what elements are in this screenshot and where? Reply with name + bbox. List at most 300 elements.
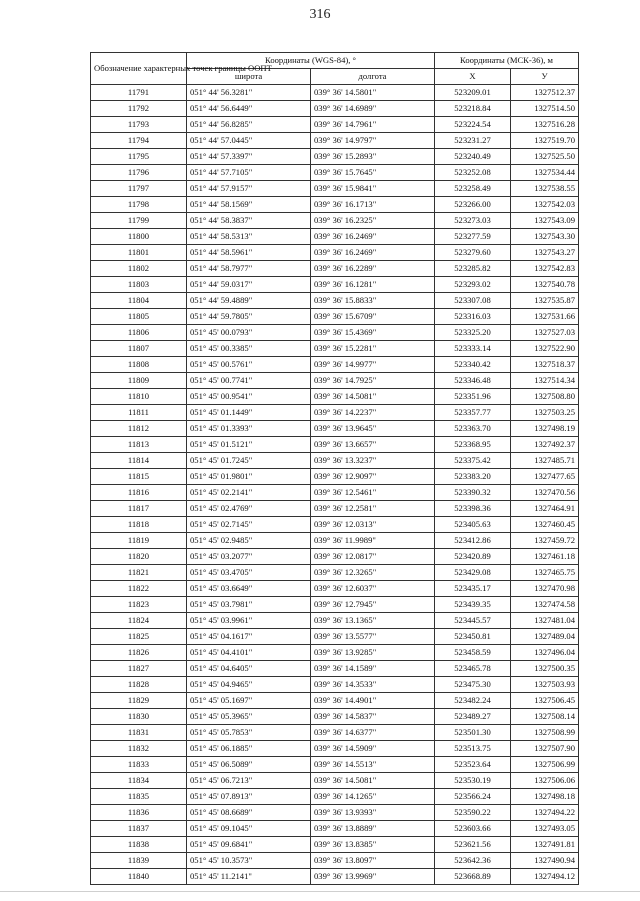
cell-x-coordinate: 523363.70	[435, 421, 511, 437]
cell-y-coordinate: 1327542.83	[511, 261, 579, 277]
cell-latitude: 051° 45' 05.1697"	[187, 693, 311, 709]
cell-y-coordinate: 1327477.65	[511, 469, 579, 485]
cell-latitude: 051° 45' 03.7981"	[187, 597, 311, 613]
table-row	[91, 485, 579, 501]
cell-point-id: 11793	[91, 117, 187, 133]
page-bottom-rule	[0, 891, 640, 892]
cell-x-coordinate: 523398.36	[435, 501, 511, 517]
cell-point-id: 11821	[91, 565, 187, 581]
cell-latitude: 051° 45' 06.7213"	[187, 773, 311, 789]
cell-point-id: 11839	[91, 853, 187, 869]
cell-longitude: 039° 36' 15.8833"	[311, 293, 435, 309]
table-row	[91, 293, 579, 309]
cell-latitude: 051° 45' 04.6405"	[187, 661, 311, 677]
cell-point-id: 11796	[91, 165, 187, 181]
cell-x-coordinate: 523218.84	[435, 101, 511, 117]
cell-y-coordinate: 1327514.50	[511, 101, 579, 117]
table-row	[91, 101, 579, 117]
cell-longitude: 039° 36' 13.8385"	[311, 837, 435, 853]
cell-y-coordinate: 1327535.87	[511, 293, 579, 309]
cell-point-id: 11831	[91, 725, 187, 741]
cell-longitude: 039° 36' 14.5081"	[311, 389, 435, 405]
cell-point-id: 11792	[91, 101, 187, 117]
cell-x-coordinate: 523465.78	[435, 661, 511, 677]
cell-y-coordinate: 1327508.14	[511, 709, 579, 725]
table-row	[91, 677, 579, 693]
table-row	[91, 229, 579, 245]
cell-y-coordinate: 1327474.58	[511, 597, 579, 613]
table-row	[91, 453, 579, 469]
cell-y-coordinate: 1327508.80	[511, 389, 579, 405]
cell-x-coordinate: 523368.95	[435, 437, 511, 453]
cell-y-coordinate: 1327465.75	[511, 565, 579, 581]
cell-latitude: 051° 44' 59.7805"	[187, 309, 311, 325]
cell-point-id: 11829	[91, 693, 187, 709]
cell-latitude: 051° 45' 02.2141"	[187, 485, 311, 501]
cell-latitude: 051° 45' 09.6841"	[187, 837, 311, 853]
table-row	[91, 869, 579, 885]
cell-longitude: 039° 36' 13.5577"	[311, 629, 435, 645]
cell-x-coordinate: 523351.96	[435, 389, 511, 405]
cell-y-coordinate: 1327470.56	[511, 485, 579, 501]
cell-point-id: 11837	[91, 821, 187, 837]
cell-longitude: 039° 36' 16.1281"	[311, 277, 435, 293]
cell-point-id: 11807	[91, 341, 187, 357]
cell-point-id: 11794	[91, 133, 187, 149]
cell-y-coordinate: 1327493.05	[511, 821, 579, 837]
cell-point-id: 11815	[91, 469, 187, 485]
cell-point-id: 11805	[91, 309, 187, 325]
cell-x-coordinate: 523293.02	[435, 277, 511, 293]
table-row	[91, 501, 579, 517]
table-row	[91, 277, 579, 293]
table-body	[91, 85, 579, 885]
header-msk36: Координаты (МСК-36), м	[435, 53, 579, 69]
cell-latitude: 051° 45' 05.3965"	[187, 709, 311, 725]
cell-point-id: 11836	[91, 805, 187, 821]
cell-latitude: 051° 45' 10.3573"	[187, 853, 311, 869]
table-row	[91, 133, 579, 149]
cell-point-id: 11798	[91, 197, 187, 213]
cell-longitude: 039° 36' 12.3265"	[311, 565, 435, 581]
cell-longitude: 039° 36' 14.5909"	[311, 741, 435, 757]
cell-y-coordinate: 1327542.03	[511, 197, 579, 213]
cell-point-id: 11819	[91, 533, 187, 549]
cell-x-coordinate: 523668.89	[435, 869, 511, 885]
cell-y-coordinate: 1327506.06	[511, 773, 579, 789]
cell-y-coordinate: 1327534.44	[511, 165, 579, 181]
cell-y-coordinate: 1327525.50	[511, 149, 579, 165]
cell-point-id: 11826	[91, 645, 187, 661]
cell-point-id: 11801	[91, 245, 187, 261]
table-row	[91, 357, 579, 373]
cell-longitude: 039° 36' 14.6377"	[311, 725, 435, 741]
cell-y-coordinate: 1327522.90	[511, 341, 579, 357]
cell-longitude: 039° 36' 13.9393"	[311, 805, 435, 821]
cell-latitude: 051° 45' 04.9465"	[187, 677, 311, 693]
cell-x-coordinate: 523279.60	[435, 245, 511, 261]
cell-latitude: 051° 44' 58.3837"	[187, 213, 311, 229]
cell-latitude: 051° 45' 02.7145"	[187, 517, 311, 533]
table-row	[91, 261, 579, 277]
table-row	[91, 469, 579, 485]
cell-longitude: 039° 36' 13.9969"	[311, 869, 435, 885]
table-row	[91, 725, 579, 741]
cell-longitude: 039° 36' 15.2281"	[311, 341, 435, 357]
cell-latitude: 051° 44' 57.7105"	[187, 165, 311, 181]
cell-longitude: 039° 36' 14.2237"	[311, 405, 435, 421]
cell-longitude: 039° 36' 14.9977"	[311, 357, 435, 373]
cell-latitude: 051° 45' 03.2077"	[187, 549, 311, 565]
cell-y-coordinate: 1327538.55	[511, 181, 579, 197]
cell-latitude: 051° 45' 01.9801"	[187, 469, 311, 485]
cell-latitude: 051° 45' 00.9541"	[187, 389, 311, 405]
table-row	[91, 517, 579, 533]
table-row	[91, 437, 579, 453]
cell-latitude: 051° 45' 03.9961"	[187, 613, 311, 629]
cell-y-coordinate: 1327503.25	[511, 405, 579, 421]
table-row	[91, 709, 579, 725]
cell-y-coordinate: 1327460.45	[511, 517, 579, 533]
cell-y-coordinate: 1327540.78	[511, 277, 579, 293]
cell-y-coordinate: 1327518.37	[511, 357, 579, 373]
cell-y-coordinate: 1327506.99	[511, 757, 579, 773]
header-x: X	[435, 69, 511, 85]
cell-latitude: 051° 45' 04.1617"	[187, 629, 311, 645]
table-row	[91, 581, 579, 597]
table-row	[91, 853, 579, 869]
table-row	[91, 325, 579, 341]
cell-y-coordinate: 1327464.91	[511, 501, 579, 517]
cell-point-id: 11802	[91, 261, 187, 277]
cell-x-coordinate: 523450.81	[435, 629, 511, 645]
header-latitude: широта	[187, 69, 311, 85]
cell-latitude: 051° 45' 07.8913"	[187, 789, 311, 805]
cell-longitude: 039° 36' 15.7645"	[311, 165, 435, 181]
cell-x-coordinate: 523513.75	[435, 741, 511, 757]
cell-x-coordinate: 523458.59	[435, 645, 511, 661]
cell-longitude: 039° 36' 15.4369"	[311, 325, 435, 341]
cell-x-coordinate: 523530.19	[435, 773, 511, 789]
cell-y-coordinate: 1327500.35	[511, 661, 579, 677]
cell-latitude: 051° 44' 59.4889"	[187, 293, 311, 309]
table-row	[91, 773, 579, 789]
cell-x-coordinate: 523266.00	[435, 197, 511, 213]
cell-latitude: 051° 44' 58.1569"	[187, 197, 311, 213]
table-row	[91, 693, 579, 709]
cell-latitude: 051° 45' 01.7245"	[187, 453, 311, 469]
cell-longitude: 039° 36' 14.6989"	[311, 101, 435, 117]
cell-longitude: 039° 36' 12.6037"	[311, 581, 435, 597]
cell-point-id: 11827	[91, 661, 187, 677]
cell-latitude: 051° 45' 03.4705"	[187, 565, 311, 581]
table-row	[91, 821, 579, 837]
cell-point-id: 11806	[91, 325, 187, 341]
cell-y-coordinate: 1327494.22	[511, 805, 579, 821]
cell-point-id: 11803	[91, 277, 187, 293]
cell-y-coordinate: 1327514.34	[511, 373, 579, 389]
table-row	[91, 165, 579, 181]
table-row	[91, 213, 579, 229]
table-row	[91, 597, 579, 613]
header-longitude: долгота	[311, 69, 435, 85]
cell-longitude: 039° 36' 14.9797"	[311, 133, 435, 149]
cell-longitude: 039° 36' 14.4901"	[311, 693, 435, 709]
table-row	[91, 837, 579, 853]
cell-longitude: 039° 36' 13.8889"	[311, 821, 435, 837]
table-row	[91, 789, 579, 805]
cell-y-coordinate: 1327459.72	[511, 533, 579, 549]
cell-latitude: 051° 45' 08.6689"	[187, 805, 311, 821]
cell-longitude: 039° 36' 12.2581"	[311, 501, 435, 517]
cell-x-coordinate: 523333.14	[435, 341, 511, 357]
cell-point-id: 11830	[91, 709, 187, 725]
cell-latitude: 051° 44' 57.0445"	[187, 133, 311, 149]
cell-point-id: 11791	[91, 85, 187, 101]
table-row	[91, 629, 579, 645]
table-row	[91, 533, 579, 549]
table-row	[91, 197, 579, 213]
cell-x-coordinate: 523501.30	[435, 725, 511, 741]
cell-longitude: 039° 36' 12.9097"	[311, 469, 435, 485]
cell-x-coordinate: 523346.48	[435, 373, 511, 389]
cell-x-coordinate: 523357.77	[435, 405, 511, 421]
cell-point-id: 11804	[91, 293, 187, 309]
header-wgs84: Координаты (WGS-84), °	[187, 53, 435, 69]
cell-point-id: 11828	[91, 677, 187, 693]
cell-x-coordinate: 523307.08	[435, 293, 511, 309]
cell-longitude: 039° 36' 16.2469"	[311, 245, 435, 261]
cell-y-coordinate: 1327496.04	[511, 645, 579, 661]
cell-longitude: 039° 36' 14.3533"	[311, 677, 435, 693]
table-row	[91, 149, 579, 165]
cell-x-coordinate: 523435.17	[435, 581, 511, 597]
cell-longitude: 039° 36' 13.3237"	[311, 453, 435, 469]
cell-x-coordinate: 523375.42	[435, 453, 511, 469]
cell-x-coordinate: 523316.03	[435, 309, 511, 325]
cell-y-coordinate: 1327508.99	[511, 725, 579, 741]
cell-latitude: 051° 44' 58.5961"	[187, 245, 311, 261]
cell-point-id: 11814	[91, 453, 187, 469]
cell-x-coordinate: 523420.89	[435, 549, 511, 565]
cell-y-coordinate: 1327481.04	[511, 613, 579, 629]
cell-x-coordinate: 523429.08	[435, 565, 511, 581]
cell-point-id: 11810	[91, 389, 187, 405]
cell-point-id: 11809	[91, 373, 187, 389]
cell-latitude: 051° 45' 01.1449"	[187, 405, 311, 421]
cell-x-coordinate: 523405.63	[435, 517, 511, 533]
cell-latitude: 051° 45' 03.6649"	[187, 581, 311, 597]
cell-y-coordinate: 1327489.04	[511, 629, 579, 645]
cell-x-coordinate: 523383.20	[435, 469, 511, 485]
cell-latitude: 051° 45' 00.7741"	[187, 373, 311, 389]
cell-x-coordinate: 523482.24	[435, 693, 511, 709]
cell-longitude: 039° 36' 14.5081"	[311, 773, 435, 789]
cell-longitude: 039° 36' 13.8097"	[311, 853, 435, 869]
table-row	[91, 645, 579, 661]
cell-point-id: 11818	[91, 517, 187, 533]
table-row	[91, 421, 579, 437]
cell-y-coordinate: 1327543.30	[511, 229, 579, 245]
cell-latitude: 051° 44' 58.7977"	[187, 261, 311, 277]
table-row	[91, 373, 579, 389]
cell-x-coordinate: 523523.64	[435, 757, 511, 773]
cell-point-id: 11834	[91, 773, 187, 789]
header-point-label: Обозначение характерных точек границы ООПТ	[91, 53, 187, 85]
cell-longitude: 039° 36' 12.5461"	[311, 485, 435, 501]
cell-point-id: 11840	[91, 869, 187, 885]
cell-point-id: 11799	[91, 213, 187, 229]
cell-longitude: 039° 36' 14.5837"	[311, 709, 435, 725]
cell-latitude: 051° 45' 09.1045"	[187, 821, 311, 837]
cell-x-coordinate: 523240.49	[435, 149, 511, 165]
cell-longitude: 039° 36' 13.9645"	[311, 421, 435, 437]
cell-longitude: 039° 36' 13.9285"	[311, 645, 435, 661]
cell-longitude: 039° 36' 16.2325"	[311, 213, 435, 229]
cell-longitude: 039° 36' 14.5801"	[311, 85, 435, 101]
table-row	[91, 309, 579, 325]
cell-y-coordinate: 1327485.71	[511, 453, 579, 469]
cell-x-coordinate: 523445.57	[435, 613, 511, 629]
cell-y-coordinate: 1327543.09	[511, 213, 579, 229]
page-number: 316	[309, 7, 331, 22]
table-row	[91, 181, 579, 197]
cell-longitude: 039° 36' 16.2469"	[311, 229, 435, 245]
cell-y-coordinate: 1327498.18	[511, 789, 579, 805]
cell-y-coordinate: 1327494.12	[511, 869, 579, 885]
cell-point-id: 11816	[91, 485, 187, 501]
cell-longitude: 039° 36' 14.1265"	[311, 789, 435, 805]
cell-longitude: 039° 36' 14.5513"	[311, 757, 435, 773]
table-row	[91, 741, 579, 757]
cell-x-coordinate: 523209.01	[435, 85, 511, 101]
cell-latitude: 051° 45' 05.7853"	[187, 725, 311, 741]
cell-latitude: 051° 44' 57.9157"	[187, 181, 311, 197]
cell-point-id: 11811	[91, 405, 187, 421]
cell-longitude: 039° 36' 12.0313"	[311, 517, 435, 533]
cell-x-coordinate: 523231.27	[435, 133, 511, 149]
cell-latitude: 051° 44' 58.5313"	[187, 229, 311, 245]
header-y: У	[511, 69, 579, 85]
cell-point-id: 11822	[91, 581, 187, 597]
cell-longitude: 039° 36' 12.0817"	[311, 549, 435, 565]
cell-point-id: 11800	[91, 229, 187, 245]
cell-x-coordinate: 523489.27	[435, 709, 511, 725]
cell-longitude: 039° 36' 15.2893"	[311, 149, 435, 165]
cell-x-coordinate: 523340.42	[435, 357, 511, 373]
coordinates-table	[90, 52, 579, 885]
cell-point-id: 11817	[91, 501, 187, 517]
cell-y-coordinate: 1327470.98	[511, 581, 579, 597]
cell-latitude: 051° 45' 00.5761"	[187, 357, 311, 373]
cell-latitude: 051° 45' 01.3393"	[187, 421, 311, 437]
table-row	[91, 549, 579, 565]
table-row	[91, 405, 579, 421]
cell-x-coordinate: 523390.32	[435, 485, 511, 501]
cell-x-coordinate: 523590.22	[435, 805, 511, 821]
table-row	[91, 613, 579, 629]
cell-longitude: 039° 36' 15.9841"	[311, 181, 435, 197]
cell-latitude: 051° 44' 56.6449"	[187, 101, 311, 117]
table-row	[91, 661, 579, 677]
cell-point-id: 11813	[91, 437, 187, 453]
table-row	[91, 341, 579, 357]
cell-x-coordinate: 523252.08	[435, 165, 511, 181]
cell-x-coordinate: 523475.30	[435, 677, 511, 693]
table-row	[91, 245, 579, 261]
cell-longitude: 039° 36' 16.1713"	[311, 197, 435, 213]
cell-point-id: 11797	[91, 181, 187, 197]
cell-y-coordinate: 1327512.37	[511, 85, 579, 101]
cell-x-coordinate: 523642.36	[435, 853, 511, 869]
cell-point-id: 11808	[91, 357, 187, 373]
cell-point-id: 11824	[91, 613, 187, 629]
cell-longitude: 039° 36' 15.6709"	[311, 309, 435, 325]
cell-x-coordinate: 523621.56	[435, 837, 511, 853]
cell-latitude: 051° 44' 57.3397"	[187, 149, 311, 165]
cell-point-id: 11835	[91, 789, 187, 805]
cell-y-coordinate: 1327490.94	[511, 853, 579, 869]
cell-x-coordinate: 523273.03	[435, 213, 511, 229]
cell-y-coordinate: 1327506.45	[511, 693, 579, 709]
cell-latitude: 051° 45' 00.0793"	[187, 325, 311, 341]
cell-longitude: 039° 36' 14.1589"	[311, 661, 435, 677]
cell-latitude: 051° 45' 06.1885"	[187, 741, 311, 757]
cell-y-coordinate: 1327498.19	[511, 421, 579, 437]
cell-point-id: 11820	[91, 549, 187, 565]
cell-x-coordinate: 523439.35	[435, 597, 511, 613]
cell-y-coordinate: 1327531.66	[511, 309, 579, 325]
cell-x-coordinate: 523258.49	[435, 181, 511, 197]
cell-point-id: 11795	[91, 149, 187, 165]
cell-latitude: 051° 45' 00.3385"	[187, 341, 311, 357]
cell-y-coordinate: 1327507.90	[511, 741, 579, 757]
cell-point-id: 11825	[91, 629, 187, 645]
table-row	[91, 117, 579, 133]
cell-x-coordinate: 523277.59	[435, 229, 511, 245]
cell-latitude: 051° 44' 56.3281"	[187, 85, 311, 101]
table-row	[91, 389, 579, 405]
cell-latitude: 051° 45' 06.5089"	[187, 757, 311, 773]
cell-latitude: 051° 45' 02.4769"	[187, 501, 311, 517]
cell-x-coordinate: 523325.20	[435, 325, 511, 341]
cell-y-coordinate: 1327492.37	[511, 437, 579, 453]
cell-x-coordinate: 523224.54	[435, 117, 511, 133]
cell-latitude: 051° 45' 04.4101"	[187, 645, 311, 661]
cell-latitude: 051° 44' 59.0317"	[187, 277, 311, 293]
cell-point-id: 11832	[91, 741, 187, 757]
table-row	[91, 85, 579, 101]
cell-y-coordinate: 1327519.70	[511, 133, 579, 149]
cell-point-id: 11838	[91, 837, 187, 853]
cell-longitude: 039° 36' 16.2289"	[311, 261, 435, 277]
cell-longitude: 039° 36' 12.7945"	[311, 597, 435, 613]
cell-y-coordinate: 1327527.03	[511, 325, 579, 341]
table-row	[91, 757, 579, 773]
cell-x-coordinate: 523412.86	[435, 533, 511, 549]
cell-longitude: 039° 36' 13.1365"	[311, 613, 435, 629]
cell-latitude: 051° 45' 01.5121"	[187, 437, 311, 453]
cell-x-coordinate: 523285.82	[435, 261, 511, 277]
header-row-main	[91, 53, 579, 69]
table-row	[91, 805, 579, 821]
cell-longitude: 039° 36' 13.6657"	[311, 437, 435, 453]
cell-y-coordinate: 1327543.27	[511, 245, 579, 261]
cell-y-coordinate: 1327461.18	[511, 549, 579, 565]
cell-longitude: 039° 36' 14.7961"	[311, 117, 435, 133]
cell-latitude: 051° 45' 11.2141"	[187, 869, 311, 885]
cell-latitude: 051° 44' 56.8285"	[187, 117, 311, 133]
